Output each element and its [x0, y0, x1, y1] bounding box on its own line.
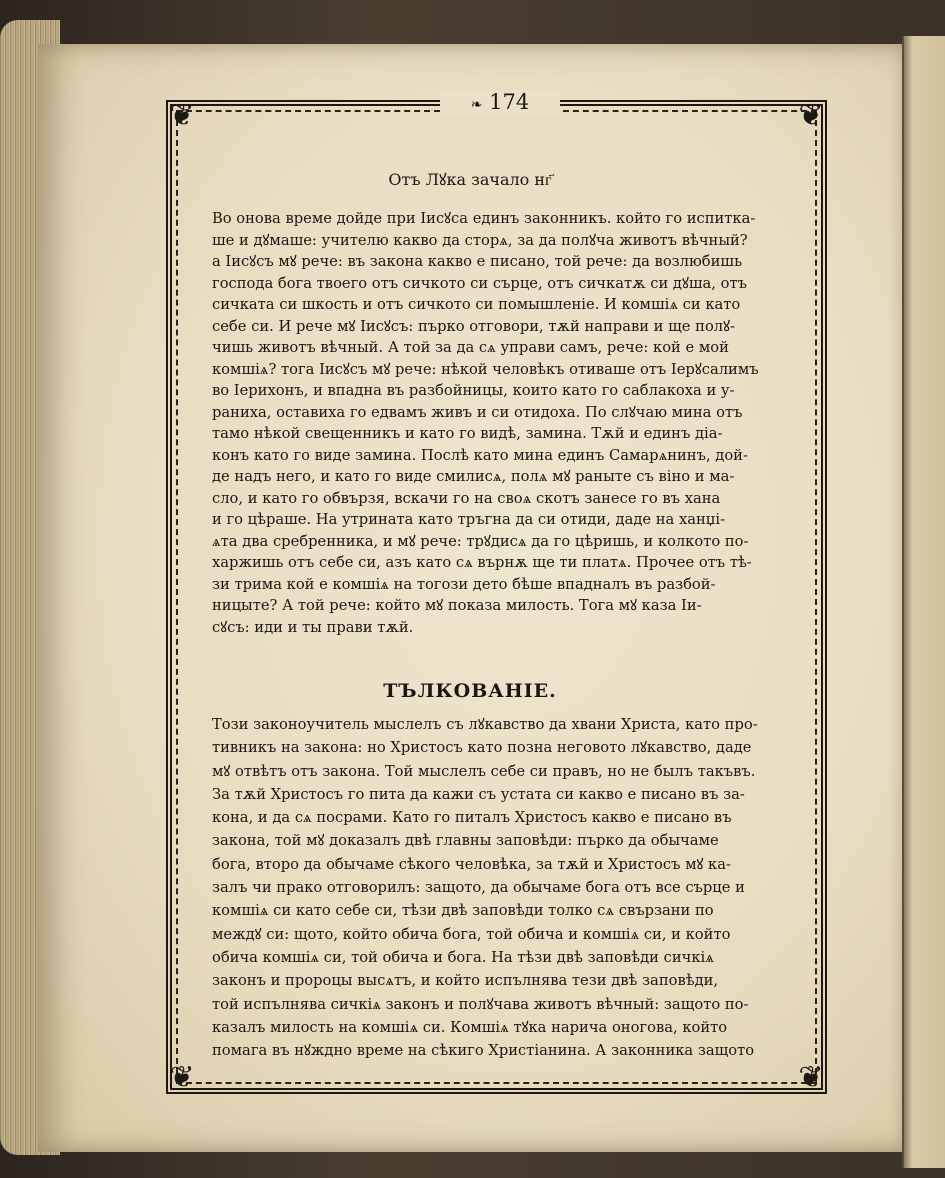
text-line: казалъ милость на комшіѧ си. Комшіѧ тꙋка нарича оногова, който — [212, 1018, 728, 1036]
text-line: сꙋсъ: иди и ты прави тѫй. — [212, 618, 414, 636]
text-line: тивникъ на закона: но Христосъ като позна неговото лꙋкавство, даде — [212, 739, 752, 757]
text-line: Во онова време дойде при Іисꙋса единъ законникъ. който го испитка- — [212, 210, 756, 227]
text-line: бога, второ да обычаме сѣкого человѣка, за тѫй и Христосъ мꙋ ка- — [212, 855, 731, 873]
reading-heading: Отъ Лꙋка зачало нг҃ — [388, 170, 552, 189]
text-line: законъ и пророцы высѧтъ, и който испълнява тези двѣ заповѣди, — [212, 972, 719, 990]
text-line: ницыте? А той рече: който мꙋ показа милость. Тога мꙋ каза Іи- — [212, 597, 702, 614]
text-line: и го цѣраше. На утрината като тръгна да си отиди, даде на ханџі- — [212, 511, 726, 528]
text-line: господа бога твоего отъ сичкото си сърце, отъ сичкатѫ си дꙋша, отъ — [212, 274, 747, 292]
commentary-paragraph — [212, 713, 794, 1062]
text-line: зи трима кой е комшіѧ на тогози дето бѣше впадналъ въ разбой- — [212, 575, 716, 593]
text-line: раниха, оставиха го едвамъ живъ и си отидоха. По слꙋчаю мина отъ — [212, 403, 743, 421]
text-line: междꙋ си: щото, който обича бога, той обича и комшіѧ си, и който — [212, 925, 731, 943]
section-title: ТЪЛКОВАНІЕ. — [383, 680, 557, 702]
text-line: ше и дꙋмаше: учителю какво да сторѧ, за да полꙋча животъ вѣчный? — [212, 231, 748, 249]
text-line: тамо нѣкой свещенникъ и като го видѣ, замина. Тѫй и единъ діа- — [212, 425, 723, 442]
text-line: де надъ него, и като го виде смилисѧ, полѧ мꙋ раныте съ віно и ма- — [212, 468, 735, 485]
gospel-paragraph — [212, 208, 794, 638]
page-edge-right — [902, 36, 945, 1168]
text-line: За тѫй Христосъ го пита да кажи съ устата си какво е писано въ за- — [212, 785, 745, 803]
text-line: во Іерихонъ, и впадна въ разбойницы, които като го саблакоха и у- — [212, 382, 735, 399]
text-line: сло, и като го обвързя, вскачи го на своѧ скотъ занесе го въ хана — [212, 489, 721, 507]
text-line: закона, той мꙋ доказалъ двѣ главны заповѣди: пърко да обычаме — [212, 832, 719, 850]
text-line: кона, и да сѧ посрами. Като го питалъ Христосъ какво е писано въ — [212, 809, 732, 827]
text-line: помага въ нꙋждно време на сѣкиго Христіанина. А законника защото — [212, 1042, 755, 1060]
text-line: Този законоучитель мыслелъ съ лꙋкавство да хвани Христа, като про- — [212, 716, 758, 733]
corner-ornament-icon: ❦ — [798, 1060, 824, 1095]
text-line: той испълнява сичкіѧ законъ и полꙋчава животъ вѣчный: защото по- — [212, 995, 749, 1013]
text-line: комшіѧ си като себе си, тѣзи двѣ заповѣди толко сѧ свързани по — [212, 902, 714, 920]
text-line: харжишь отъ себе си, азъ като сѧ върнѫ ще ти платѧ. Прочее отъ тѣ- — [212, 554, 752, 571]
corner-ornament-icon: ❦ — [169, 1060, 195, 1095]
text-line: а Іисꙋсъ мꙋ рече: въ закона какво е писано, той рече: да возлюбишь — [212, 253, 743, 270]
page-number: ❧ 174 — [440, 90, 560, 114]
text-line: мꙋ отвѣтъ отъ закона. Той мыслелъ себе си правъ, но не былъ такъвъ. — [212, 762, 756, 780]
corner-ornament-icon: ❦ — [798, 98, 824, 133]
text-line: ѧта два сребренника, и мꙋ рече: трꙋдисѧ да го цѣришь, и колкото по- — [212, 532, 749, 550]
text-line: конъ като го виде замина. Послѣ като мина единъ Самарѧнинъ, дой- — [212, 446, 748, 464]
text-line: комшіѧ? тога Іисꙋсъ мꙋ рече: нѣкой человѣкъ отиваше отъ Іерꙋсалимъ — [212, 360, 759, 378]
text-line: себе си. И рече мꙋ Іисꙋсъ: пърко отговори, тѫй направи и ще полꙋ- — [212, 317, 735, 335]
leaf-ornament-icon: ❧ — [470, 97, 483, 113]
text-line: чишь животъ вѣчный. А той за да сѧ управи самъ, рече: кой е мой — [212, 339, 729, 356]
text-line: залъ чи прако отговорилъ: защото, да обычаме бога отъ все сърце и — [212, 879, 745, 897]
corner-ornament-icon: ❦ — [169, 98, 195, 133]
text-line: сичката си шкость и отъ сичкото си помышленіе. И комшіѧ си като — [212, 296, 741, 313]
text-line: обича комшіѧ си, той обича и бога. На тѣзи двѣ заповѣди сичкіѧ — [212, 948, 714, 966]
